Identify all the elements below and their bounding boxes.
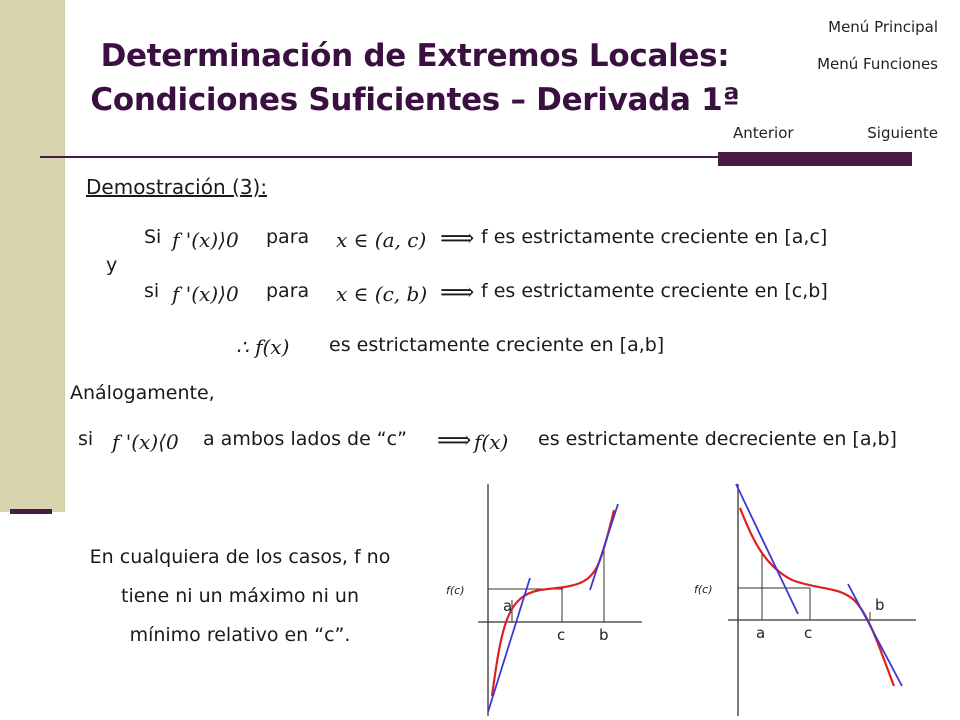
previous-link[interactable]: Anterior [733, 124, 794, 142]
analog-heading: Análogamente, [70, 382, 215, 404]
row2-si: si [144, 280, 160, 302]
sidebar-panel [0, 0, 64, 512]
conclusion-line-1: En cualquiera de los casos, f no [89, 546, 391, 568]
graph-decreasing [680, 482, 920, 718]
graph1-label-b: b [599, 626, 609, 644]
graph1-label-c: c [557, 626, 566, 644]
conjunction-y: y [106, 254, 118, 276]
next-link[interactable]: Siguiente [867, 124, 938, 142]
analog-middle: a ambos lados de “c” [203, 428, 407, 450]
row2-para: para [266, 280, 310, 302]
header-divider-accent [718, 152, 912, 166]
graph2-label-c: c [804, 624, 813, 642]
conclusion-line-2: tiene ni un máximo ni un [121, 585, 359, 607]
graph2-label-a: a [756, 624, 766, 642]
analog-result: es estrictamente decreciente en [a,b] [538, 428, 897, 450]
conclusion-line-3: mínimo relativo en “c”. [129, 624, 351, 646]
sidebar-foot-bar [10, 509, 52, 514]
analog-fx: f(x) [474, 430, 509, 454]
title-line-1: Determinación de Extremos Locales: [100, 38, 730, 74]
row1-result: f es estrictamente creciente en [a,c] [481, 226, 828, 248]
sidebar-edge [64, 0, 65, 512]
row1-derivative: f '(x)⟩0 [172, 228, 239, 252]
graph2-fc-label: f(c) [694, 583, 713, 596]
graph-increasing [430, 482, 650, 718]
analog-implies-icon: ⟹ [437, 426, 472, 454]
row1-implies-icon: ⟹ [440, 224, 475, 252]
therefore-result: es estrictamente creciente en [a,b] [329, 334, 665, 356]
row1-para: para [266, 226, 310, 248]
row2-derivative: f '(x)⟩0 [172, 282, 239, 306]
section-heading: Demostración (3): [86, 175, 268, 199]
functions-menu-link[interactable]: Menú Funciones [817, 55, 938, 73]
graph2-label-b: b [875, 596, 885, 614]
main-menu-link[interactable]: Menú Principal [828, 18, 938, 36]
row2-implies-icon: ⟹ [440, 278, 475, 306]
analog-derivative: f '(x)⟨0 [112, 430, 179, 454]
graph2-curve [740, 508, 894, 686]
graph1-label-a: a [503, 597, 513, 615]
graph2-tangent-a [736, 484, 798, 614]
row1-si: Si [144, 226, 162, 248]
therefore-fx: ∴ f(x) [236, 335, 290, 359]
graph1-fc-label: f(c) [446, 584, 465, 597]
row1-interval: x ∈ (a, c) [336, 228, 427, 252]
row2-interval: x ∈ (c, b) [336, 282, 428, 306]
row2-result: f es estrictamente creciente en [c,b] [481, 280, 828, 302]
conclusion-text [40, 538, 440, 655]
title-line-2: Condiciones Suficientes – Derivada 1ª [90, 82, 740, 118]
analog-si: si [78, 428, 94, 450]
page-title [70, 34, 760, 122]
